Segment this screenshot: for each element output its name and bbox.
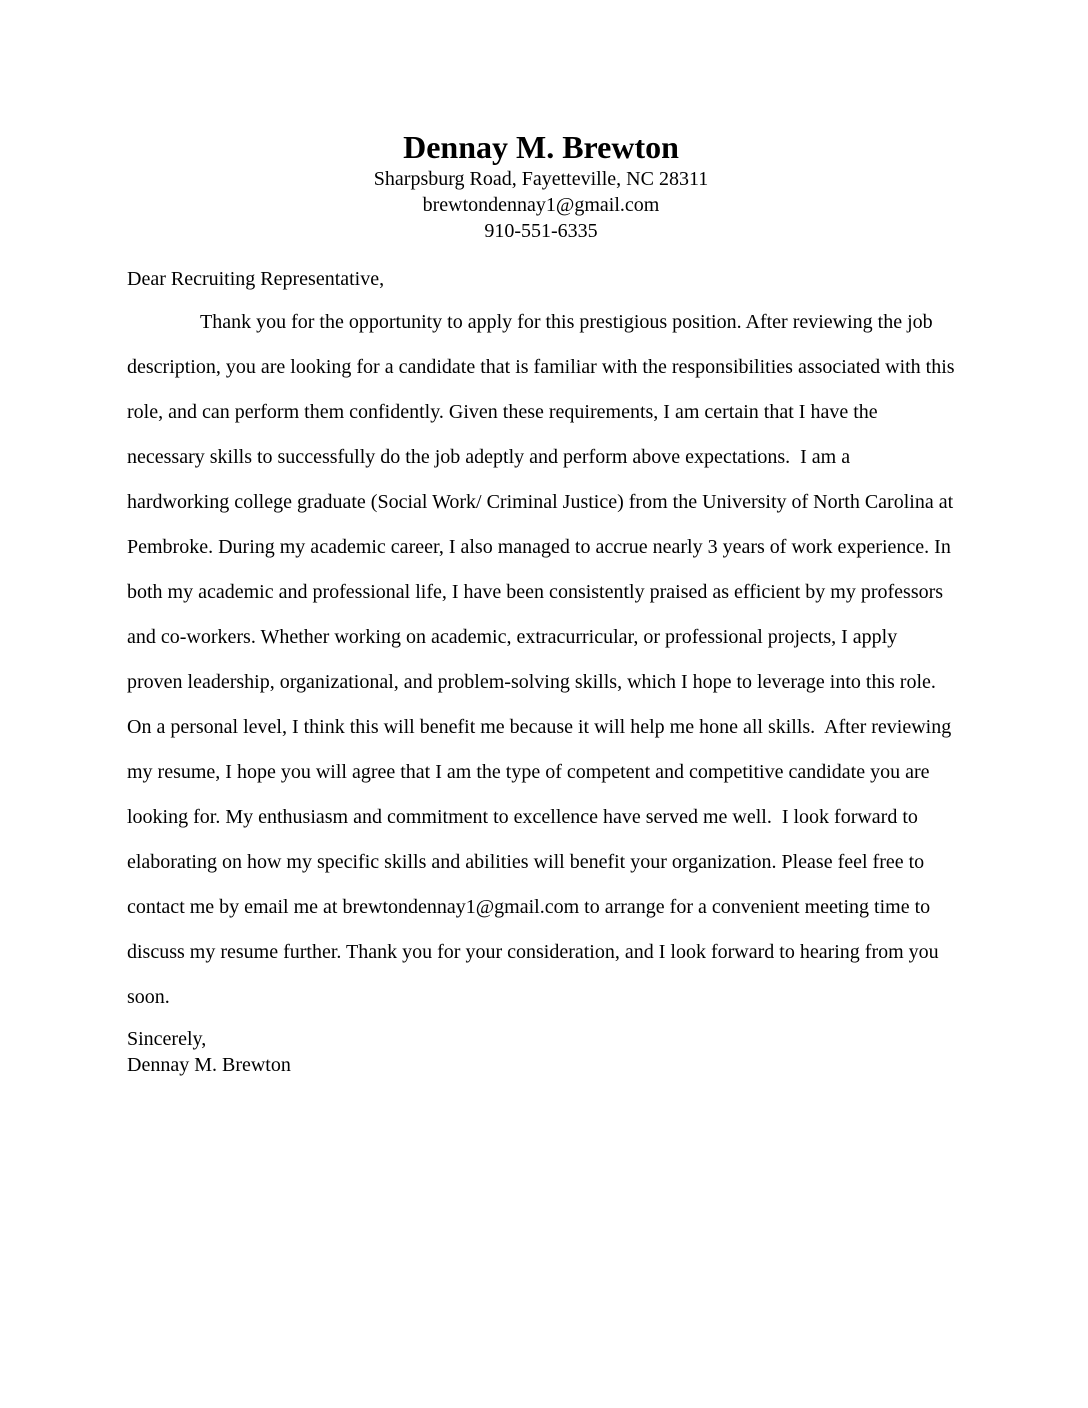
sender-phone: 910-551-6335 xyxy=(484,220,598,242)
letter-header xyxy=(127,128,955,244)
signature-name: Dennay M. Brewton xyxy=(127,1054,291,1076)
closing: Sincerely, xyxy=(127,1028,207,1050)
sender-address: Sharpsburg Road, Fayetteville, NC 28311 xyxy=(373,168,709,190)
closing-block xyxy=(127,1026,955,1078)
salutation: Dear Recruiting Representative, xyxy=(127,268,385,290)
sender-name: Dennay M. Brewton xyxy=(403,129,679,165)
sender-email: brewtondennay1@gmail.com xyxy=(422,194,660,216)
letter-body: Thank you for the opportunity to apply for this prestigious position. After reviewing the job description, you are looking for a candidate that is familiar with the responsibilities associated with this role, and can perform them confidently. Given these requirements, I am certain that I have the necessary skills to successfully do the job adeptly and perform above expectations. I am a hardworking college graduate (Social Work/ Criminal Justice) from the University of North Carolina at Pembroke. During my academic career, I also managed to accrue nearly 3 years of work experience. In both my academic and professional life, I have been consistently praised as efficient by my professors and co-workers. Whether working on academic, extracurricular, or professional projects, I apply proven leadership, organizational, and problem-solving skills, which I hope to leverage into this role. On a personal level, I think this will benefit me because it will help me hone all skills. After reviewing my resume, I hope you will agree that I am the type of competent and competitive candidate you are looking for. My enthusiasm and commitment to excellence have served me well. I look forward to elaborating on how my specific skills and abilities will benefit your organization. Please feel free to contact me by email me at brewtondennay1@gmail.com to arrange for a convenient meeting time to discuss my resume further. Thank you for your consideration, and I look forward to hearing from you soon. xyxy=(127,311,960,1008)
